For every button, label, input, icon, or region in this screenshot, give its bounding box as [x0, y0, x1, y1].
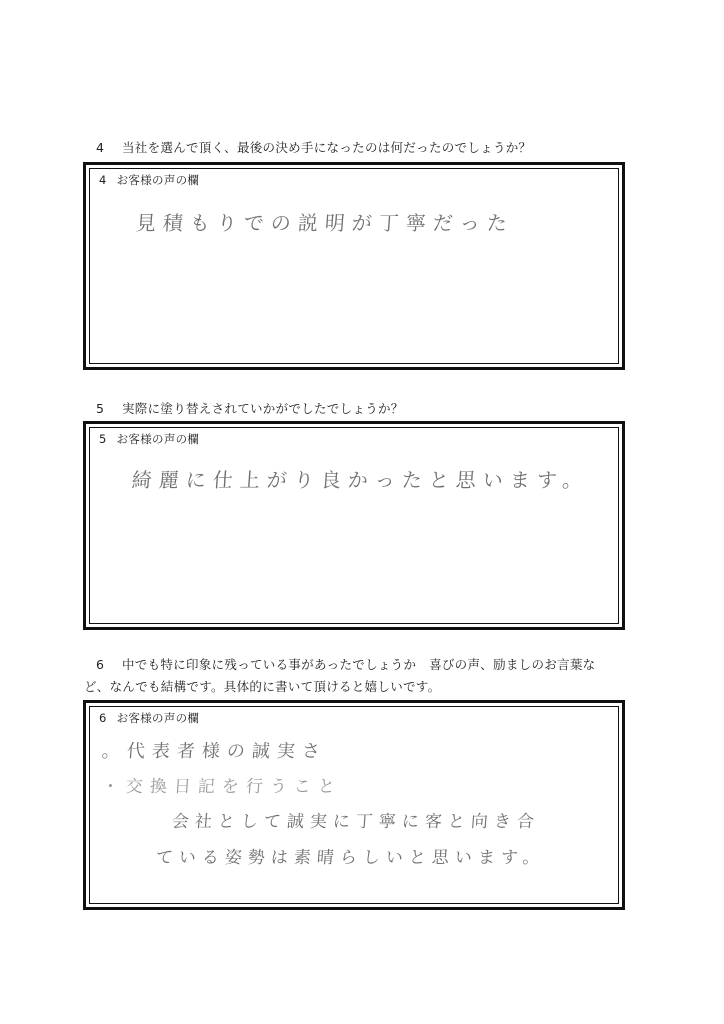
box-label-text: お客様の声の欄: [116, 432, 200, 446]
question-line-1: [96, 654, 636, 676]
box-label: [99, 710, 199, 726]
handwritten-answer: 見積もりでの説明が丁寧だった: [135, 211, 515, 235]
handwritten-answer-line-3: 会社として誠実に丁寧に客と向き合: [171, 812, 541, 832]
question-number: 4: [96, 140, 105, 155]
answer-box-4: [83, 162, 625, 370]
box-label-text: お客様の声の欄: [116, 173, 200, 187]
question-text-line2: ど、なんでも結構です。具体的に書いて頂けると嬉しいです。: [84, 679, 441, 694]
question-text: 当社を選んで頂く、最後の決め手になったのは何だったのでしょうか？: [122, 140, 532, 155]
answer-box-5: [83, 421, 625, 630]
box-label-number: 5: [99, 432, 107, 446]
question-4: [96, 137, 531, 159]
question-text: 実際に塗り替えされていかがでしたでしょうか？: [122, 401, 404, 416]
question-number: 5: [96, 401, 105, 416]
answer-box-inner: [89, 706, 619, 904]
box-label-text: お客様の声の欄: [116, 711, 200, 725]
question-5: [96, 398, 404, 420]
handwritten-answer-line-1: 。代表者様の誠実さ: [101, 741, 328, 762]
box-label: [99, 172, 199, 188]
question-number: 6: [96, 657, 105, 672]
answer-box-inner: [89, 427, 619, 624]
handwritten-answer-line-4: ている姿勢は素晴らしいと思います。: [155, 848, 547, 868]
handwritten-answer: 綺麗に仕上がり良かったと思います。: [131, 468, 591, 492]
answer-box-6: [83, 700, 625, 910]
question-6: [84, 654, 636, 698]
answer-box-inner: [89, 168, 619, 364]
box-label-number: 6: [99, 711, 107, 725]
box-label-number: 4: [99, 173, 107, 187]
question-text-line1: 中でも特に印象に残っている事があったでしょうか 喜びの声、励ましのお言葉な: [122, 657, 596, 672]
handwritten-answer-line-2: ・交換日記を行うこと: [101, 777, 343, 797]
box-label: [99, 431, 199, 447]
